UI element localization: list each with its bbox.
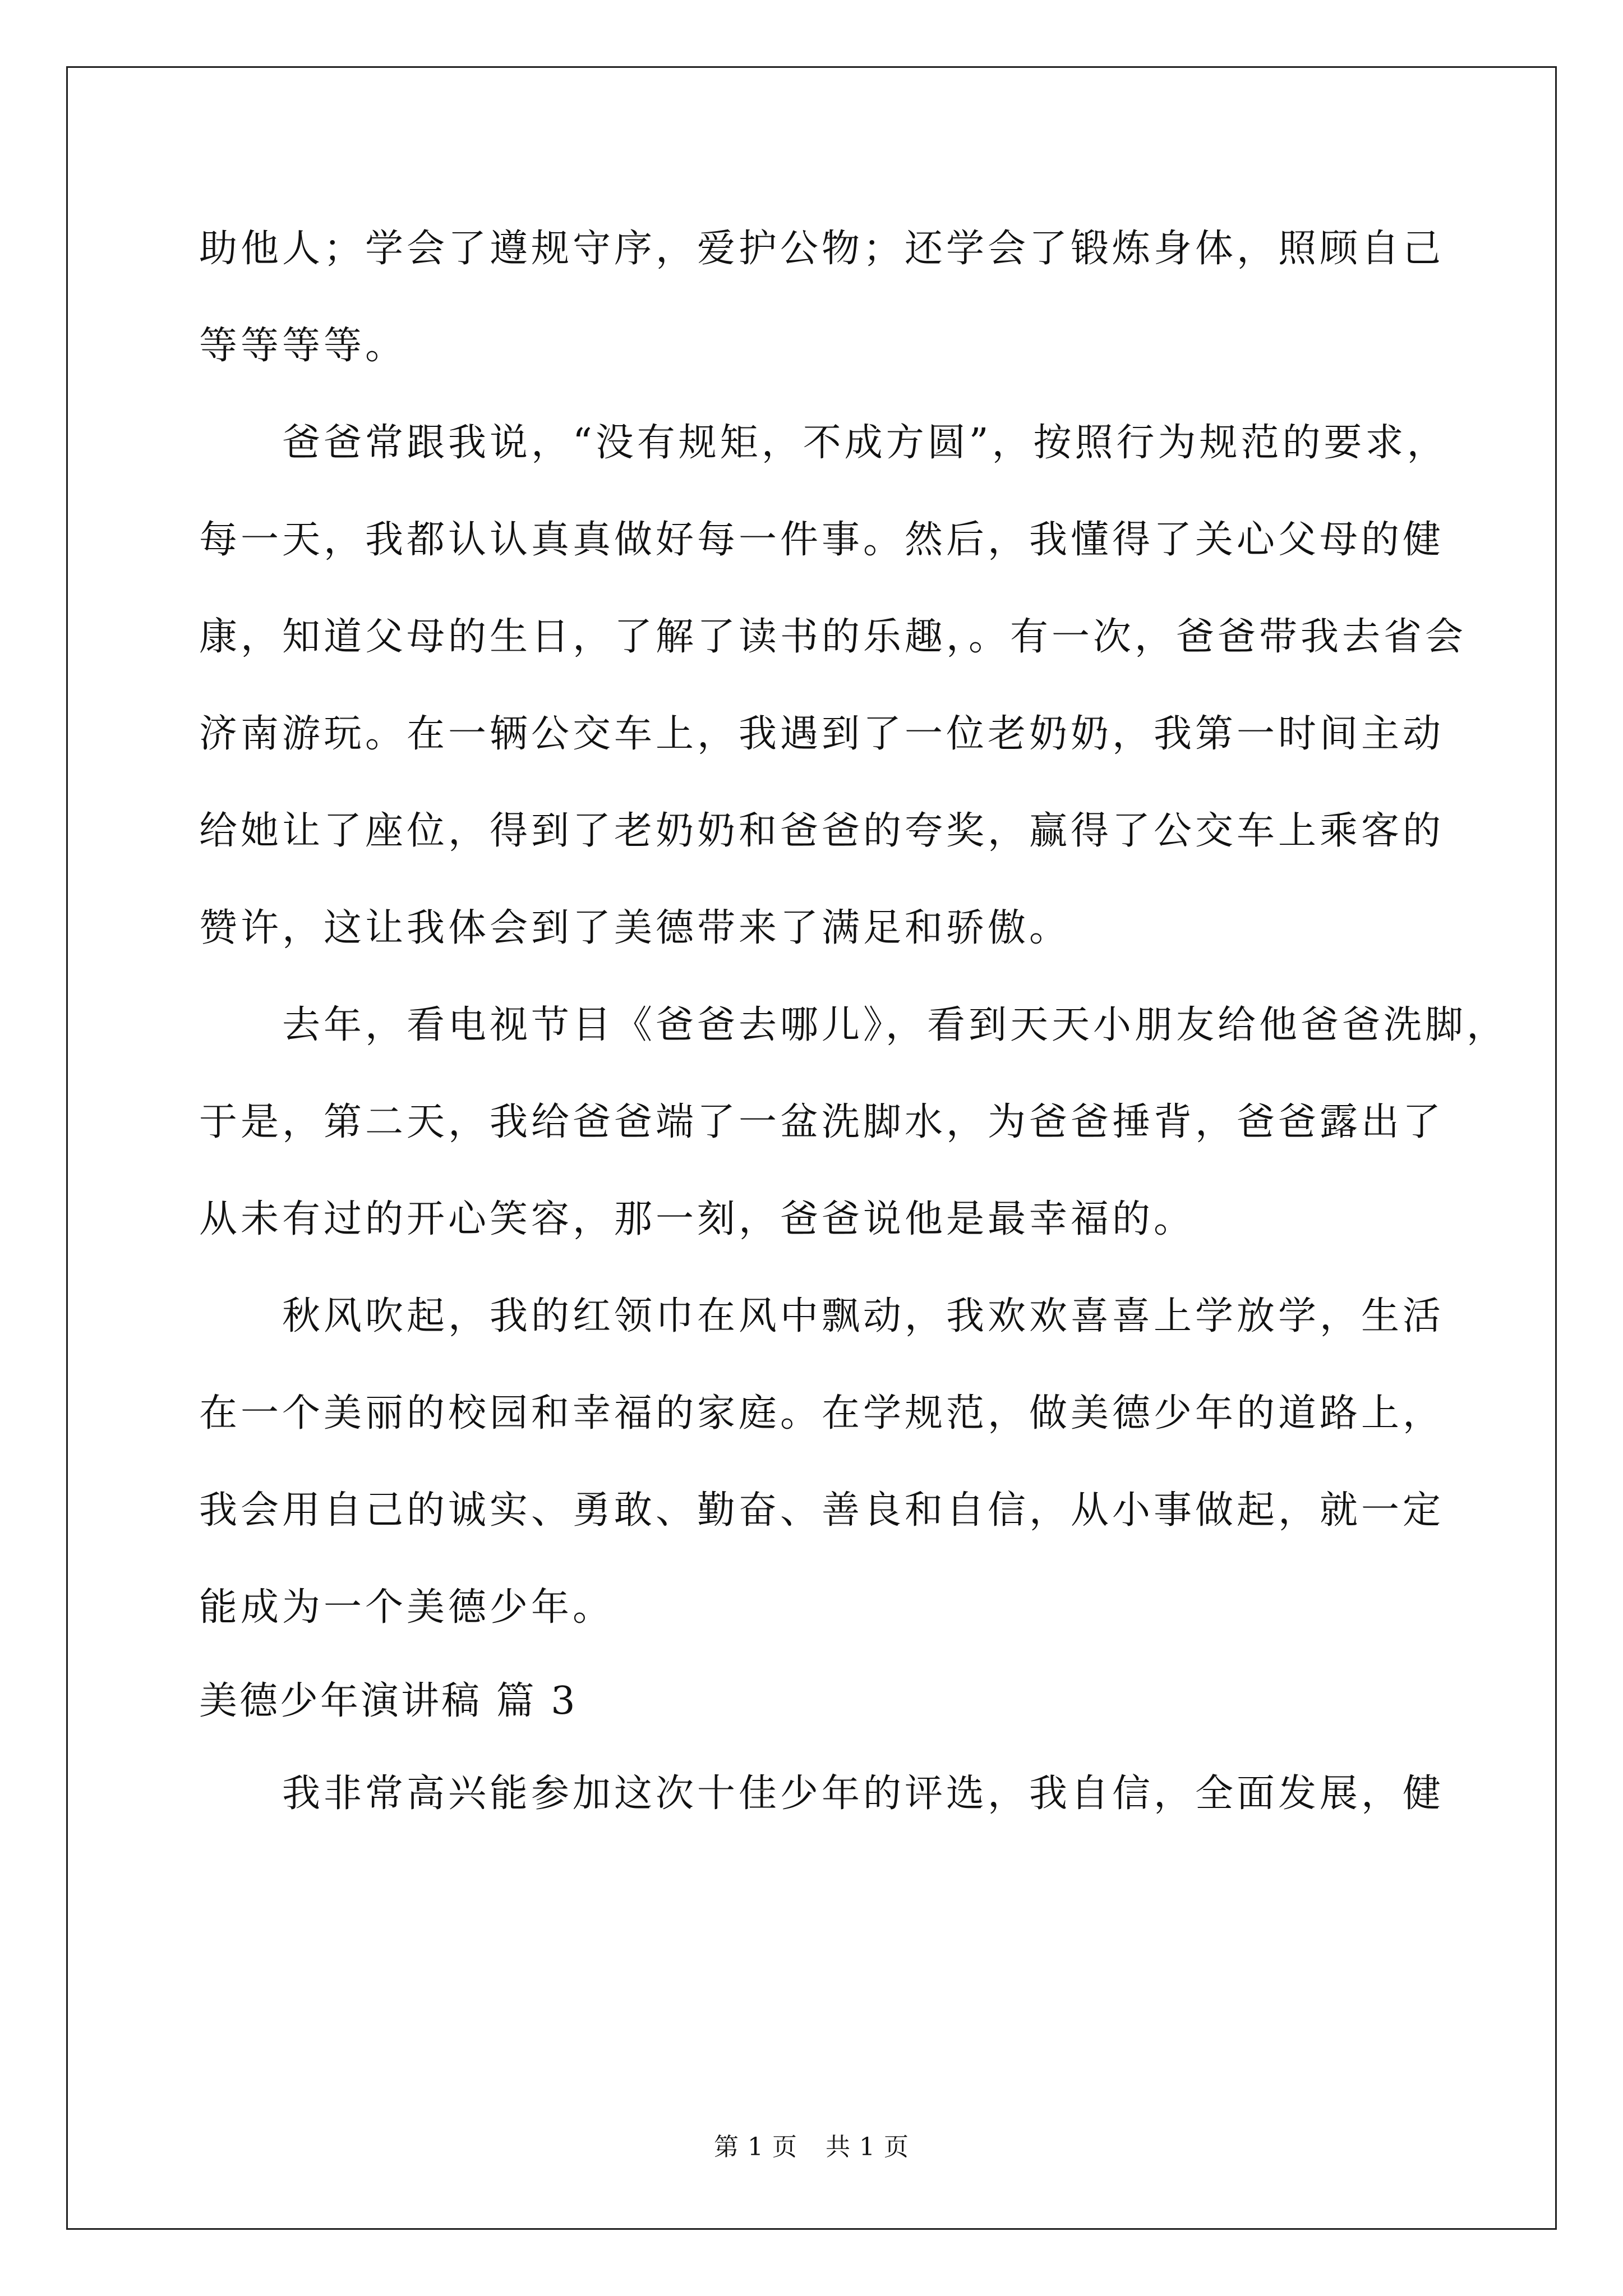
text-line: 能成为一个美德少年。 bbox=[199, 1585, 615, 1630]
text-line: 等等等等。 bbox=[199, 324, 407, 368]
page-border bbox=[66, 66, 1557, 2230]
page-footer bbox=[0, 2135, 1623, 2160]
text-line: 秋风吹起，我的红领巾在风中飘动，我欢欢喜喜上学放学，生活 bbox=[282, 1294, 1445, 1338]
text-line: 爸爸常跟我说，“没有规矩，不成方圆”，按照行为规范的要求， bbox=[282, 421, 1449, 465]
text-line: 去年，看电视节目《爸爸去哪儿》，看到天天小朋友给他爸爸洗脚， bbox=[282, 1003, 1509, 1047]
text-line: 康，知道父母的生日，了解了读书的乐趣，。有一次，爸爸带我去省会 bbox=[199, 615, 1467, 659]
text-line: 从未有过的开心笑容，那一刻，爸爸说他是最幸福的。 bbox=[199, 1197, 1196, 1241]
text-line: 在一个美丽的校园和幸福的家庭。在学规范，做美德少年的道路上， bbox=[199, 1391, 1445, 1435]
text-line: 助他人；学会了遵规守序，爱护公物；还学会了锻炼身体，照顾自己 bbox=[199, 227, 1445, 271]
text-line: 每一天，我都认认真真做好每一件事。然后，我懂得了关心父母的健 bbox=[199, 518, 1445, 562]
page-total: 共 1 页 bbox=[826, 2133, 909, 2161]
text-line: 给她让了座位，得到了老奶奶和爸爸的夸奖，赢得了公交车上乘客的 bbox=[199, 809, 1445, 853]
text-line: 赞许，这让我体会到了美德带来了满足和骄傲。 bbox=[199, 906, 1071, 950]
text-line: 于是，第二天，我给爸爸端了一盆洗脚水，为爸爸捶背，爸爸露出了 bbox=[199, 1100, 1445, 1144]
text-line: 我非常高兴能参加这次十佳少年的评选，我自信，全面发展，健 bbox=[282, 1772, 1445, 1816]
page-number: 第 1 页 bbox=[714, 2133, 797, 2161]
text-line: 我会用自己的诚实、勇敢、勤奋、善良和自信，从小事做起，就一定 bbox=[199, 1488, 1445, 1533]
text-line: 济南游玩。在一辆公交车上，我遇到了一位老奶奶，我第一时间主动 bbox=[199, 712, 1445, 756]
section-heading: 美德少年演讲稿 篇 3 bbox=[199, 1679, 578, 1723]
